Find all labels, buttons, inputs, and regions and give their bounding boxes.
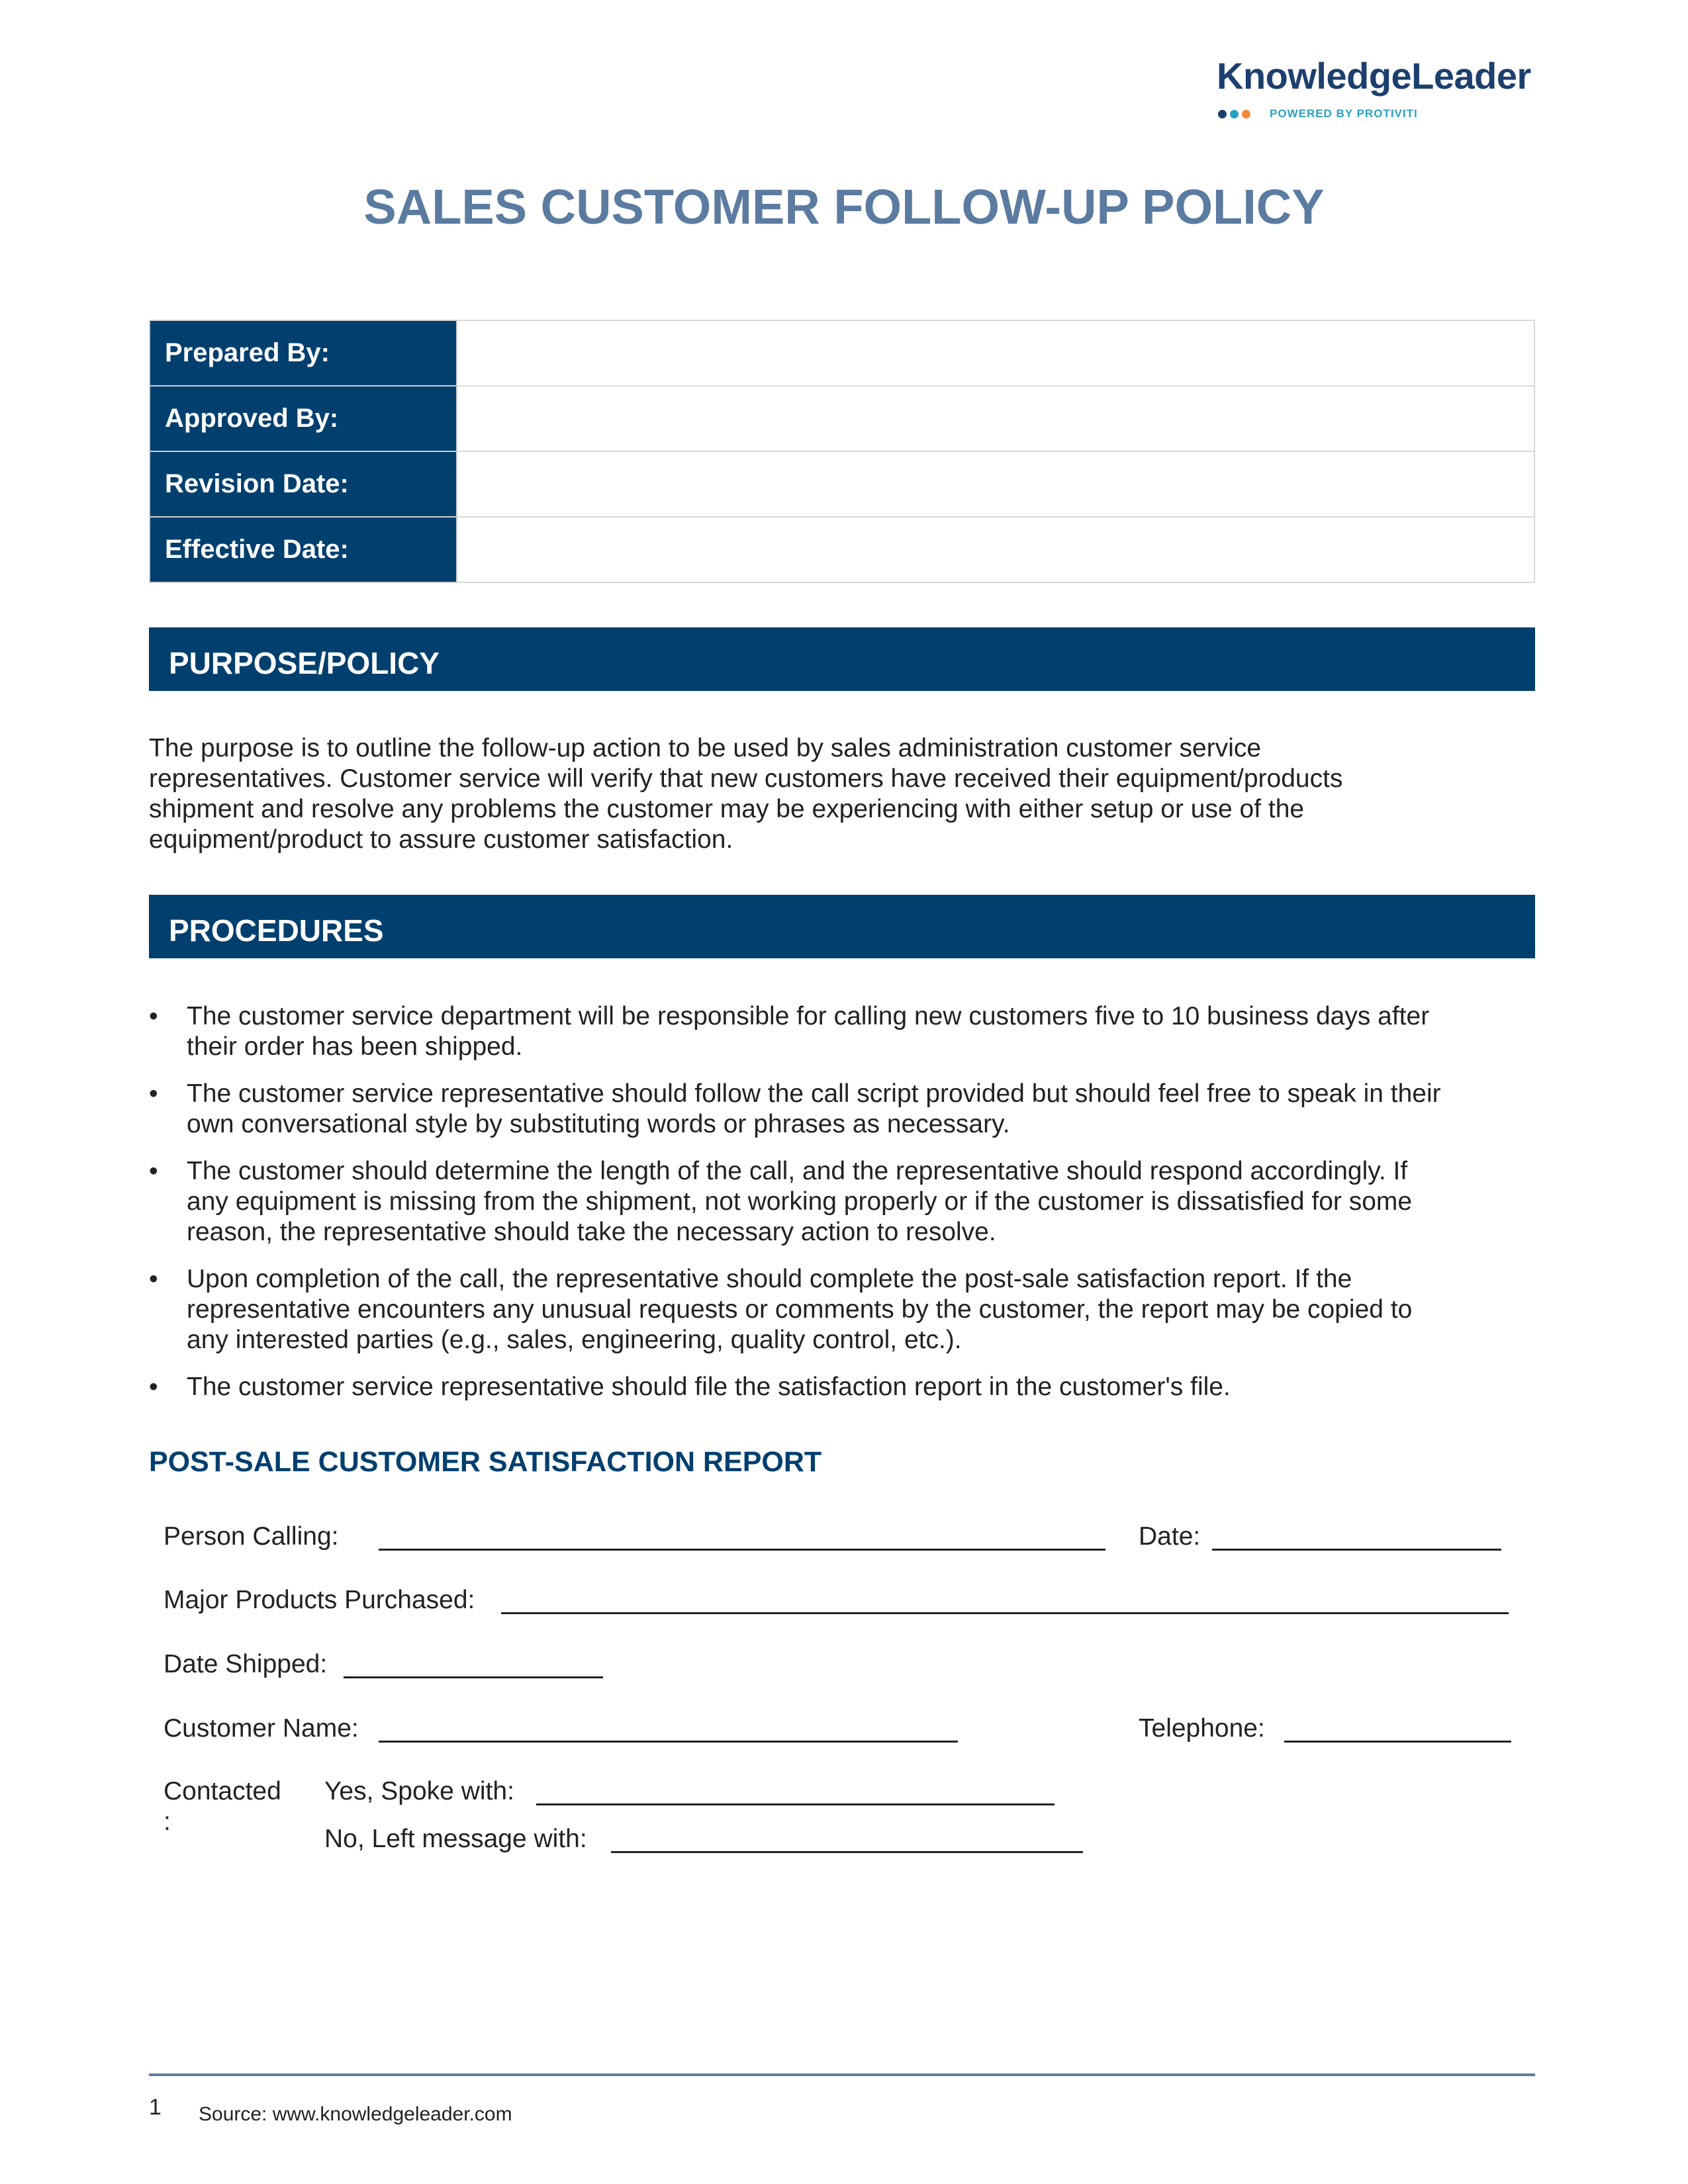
major-products-field[interactable] [501, 1612, 1509, 1614]
footer-rule [149, 2073, 1535, 2076]
customer-name-label: Customer Name: [164, 1714, 359, 1743]
contacted-label: Contacted [164, 1777, 281, 1805]
procedure-item [149, 1264, 1539, 1355]
info-row-prepared-by [150, 320, 1534, 386]
telephone-field[interactable] [1284, 1741, 1511, 1743]
approved-by-field[interactable] [457, 386, 1534, 451]
effective-date-field[interactable] [457, 517, 1534, 582]
logo-tagline: POWERED BY PROTIVITI [1270, 107, 1418, 120]
date-shipped-field[interactable] [344, 1676, 603, 1678]
purpose-line: representatives. Customer service will verify that new customers have received their equipment/products [149, 764, 1343, 793]
logo [1217, 54, 1534, 127]
info-row-approved-by [150, 386, 1534, 451]
section-header-procedures: PROCEDURES [149, 895, 1535, 958]
report-heading: POST-SALE CUSTOMER SATISFACTION REPORT [149, 1446, 822, 1478]
major-products-label: Major Products Purchased: [164, 1586, 475, 1614]
page-number: 1 [149, 2095, 162, 2120]
revision-date-field[interactable] [457, 451, 1534, 517]
procedure-item [149, 1372, 1539, 1402]
info-row-effective-date [150, 517, 1534, 582]
procedure-item [149, 1079, 1539, 1140]
bullet-icon: • [149, 1002, 158, 1030]
purpose-line: equipment/product to assure customer satisfaction. [149, 825, 733, 854]
info-label: Prepared By: [150, 320, 457, 386]
procedure-line: any equipment is missing from the shipment, not working properly or if the customer is dissatisfied for some [187, 1187, 1413, 1216]
bullet-icon: • [149, 1265, 158, 1293]
contacted-colon: : [164, 1807, 171, 1836]
telephone-label: Telephone: [1139, 1714, 1265, 1743]
purpose-paragraph [149, 733, 1539, 855]
section-header-purpose: PURPOSE/POLICY [149, 627, 1535, 691]
procedure-item [149, 1156, 1539, 1248]
document-title: SALES CUSTOMER FOLLOW-UP POLICY [363, 179, 1325, 234]
person-calling-field[interactable] [379, 1549, 1105, 1551]
procedure-line: reason, the representative should take the necessary action to resolve. [187, 1218, 996, 1246]
yes-spoke-field[interactable] [536, 1803, 1055, 1805]
date-shipped-label: Date Shipped: [164, 1650, 328, 1678]
no-left-message-field[interactable] [611, 1851, 1083, 1853]
purpose-line: The purpose is to outline the follow-up action to be used by sales administration customer service [149, 734, 1262, 762]
info-row-revision-date [150, 451, 1534, 517]
procedures-list [149, 1001, 1539, 1419]
customer-name-field[interactable] [379, 1741, 958, 1743]
procedure-line: own conversational style by substituting words or phrases as necessary. [187, 1110, 1010, 1138]
procedure-line: The customer service representative should file the satisfaction report in the customer's file. [187, 1373, 1231, 1401]
procedure-line: any interested parties (e.g., sales, engineering, quality control, etc.). [187, 1326, 962, 1354]
logo-name: KnowledgeLeader [1217, 55, 1531, 97]
date-label: Date: [1139, 1522, 1201, 1551]
bullet-icon: • [149, 1079, 158, 1108]
prepared-by-field[interactable] [457, 320, 1534, 386]
procedure-line: representative encounters any unusual requests or comments by the customer, the report may be copied to [187, 1295, 1413, 1324]
procedure-item [149, 1001, 1539, 1062]
logo-dot-1 [1218, 110, 1227, 118]
logo-dot-2 [1230, 110, 1239, 118]
procedure-line: The customer service department will be responsible for calling new customers five to 10 business days after [187, 1002, 1430, 1030]
procedure-line: The customer should determine the length of the call, and the representative should respond accordingly. If [187, 1157, 1408, 1185]
source-text: Source: www.knowledgeleader.com [199, 2103, 512, 2125]
procedure-line: Upon completion of the call, the representative should complete the post-sale satisfaction report. If the [187, 1265, 1352, 1293]
logo-dot-3 [1242, 110, 1250, 118]
no-left-message-label: No, Left message with: [324, 1825, 587, 1853]
info-label: Revision Date: [150, 451, 457, 517]
info-label: Effective Date: [150, 517, 457, 582]
date-field[interactable] [1212, 1549, 1501, 1551]
yes-spoke-label: Yes, Spoke with: [324, 1777, 514, 1805]
info-label: Approved By: [150, 386, 457, 451]
person-calling-label: Person Calling: [164, 1522, 339, 1551]
procedure-line: their order has been shipped. [187, 1032, 523, 1061]
procedure-line: The customer service representative should follow the call script provided but should feel free to speak in their [187, 1079, 1441, 1108]
bullet-icon: • [149, 1157, 158, 1185]
document-info-table [149, 320, 1535, 583]
purpose-line: shipment and resolve any problems the customer may be experiencing with either setup or use of the [149, 795, 1305, 823]
bullet-icon: • [149, 1373, 158, 1401]
logo-dots-icon [1218, 110, 1254, 122]
